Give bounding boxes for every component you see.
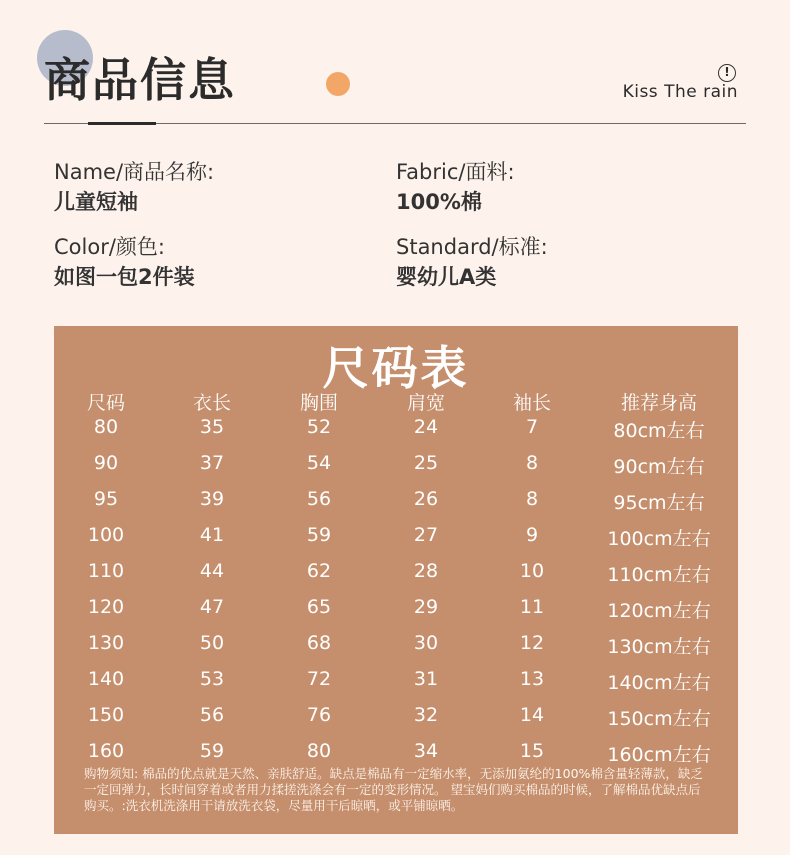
- table-row: [54, 666, 738, 702]
- header-shoulder: 肩宽: [406, 392, 446, 414]
- cell-height: 110cm左右: [607, 564, 711, 586]
- cell-chest: 62: [306, 560, 332, 582]
- standard-value: 婴幼儿A类: [396, 265, 497, 289]
- shopping-note: 购物须知: 棉品的优点就是天然、亲肤舒适。缺点是棉品有一定缩水率，无添加氨纶的100%棉含量轻薄款，缺乏一定回弹力，长时间穿着或者用力揉搓洗涤会有一定的变形情况。 望宝妈们购买棉品的时候，了解棉品优缺点后购买。:洗衣机洗涤用干请放洗衣袋，尽量用干后晾晒，或平铺晾晒。: [84, 766, 703, 813]
- cell-size: 160: [87, 740, 125, 762]
- size-table: [54, 388, 738, 774]
- cell-sleeve: 15: [519, 740, 545, 762]
- cell-shoulder: 31: [413, 668, 439, 690]
- cell-sleeve: 10: [519, 560, 545, 582]
- cell-shoulder: 28: [413, 560, 439, 582]
- header-divider-accent: [88, 122, 156, 125]
- cell-length: 39: [199, 488, 225, 510]
- cell-length: 56: [199, 704, 225, 726]
- cell-chest: 52: [306, 416, 332, 438]
- cell-length: 37: [199, 452, 225, 474]
- cell-sleeve: 14: [519, 704, 545, 726]
- table-row: [54, 630, 738, 666]
- cell-sleeve: 13: [519, 668, 545, 690]
- cell-sleeve: 8: [525, 452, 539, 474]
- size-chart-panel: [54, 326, 738, 834]
- header-chest: 胸围: [299, 392, 339, 414]
- cell-size: 100: [87, 524, 125, 546]
- cell-sleeve: 12: [519, 632, 545, 654]
- cell-chest: 72: [306, 668, 332, 690]
- header-height: 推荐身高: [620, 392, 698, 414]
- cell-shoulder: 26: [413, 488, 439, 510]
- cell-height: 120cm左右: [607, 600, 711, 622]
- cell-length: 35: [199, 416, 225, 438]
- cell-size: 150: [87, 704, 125, 726]
- table-header-row: [54, 388, 738, 414]
- table-row: [54, 414, 738, 450]
- cell-sleeve: 11: [519, 596, 545, 618]
- cell-height: 95cm左右: [613, 492, 705, 514]
- cell-size: 80: [93, 416, 119, 438]
- cell-size: 110: [87, 560, 125, 582]
- fabric-value: 100%棉: [396, 190, 482, 214]
- page-title: 商品信息: [44, 53, 236, 107]
- cell-chest: 80: [306, 740, 332, 762]
- color-value: 如图一包2件装: [54, 265, 195, 289]
- table-row: [54, 522, 738, 558]
- cell-height: 100cm左右: [607, 528, 711, 550]
- cell-height: 160cm左右: [607, 744, 711, 766]
- cell-length: 53: [199, 668, 225, 690]
- name-label: Name/商品名称:: [54, 160, 215, 184]
- cell-shoulder: 30: [413, 632, 439, 654]
- cell-size: 140: [87, 668, 125, 690]
- header-length: 衣长: [192, 392, 232, 414]
- cell-size: 90: [93, 452, 119, 474]
- cell-chest: 56: [306, 488, 332, 510]
- cell-shoulder: 29: [413, 596, 439, 618]
- cell-height: 140cm左右: [607, 672, 711, 694]
- name-value: 儿童短袖: [54, 190, 138, 214]
- table-row: [54, 594, 738, 630]
- size-chart-title: 尺码表: [322, 341, 470, 395]
- cell-height: 130cm左右: [607, 636, 711, 658]
- table-row: [54, 486, 738, 522]
- table-row: [54, 702, 738, 738]
- cell-length: 44: [199, 560, 225, 582]
- info-icon[interactable]: !: [718, 64, 736, 82]
- cell-shoulder: 34: [413, 740, 439, 762]
- cell-shoulder: 27: [413, 524, 439, 546]
- cell-size: 130: [87, 632, 125, 654]
- cell-length: 50: [199, 632, 225, 654]
- brand-name: Kiss The rain: [622, 82, 738, 102]
- cell-height: 90cm左右: [613, 456, 705, 478]
- cell-chest: 76: [306, 704, 332, 726]
- cell-chest: 65: [306, 596, 332, 618]
- cell-sleeve: 9: [525, 524, 539, 546]
- cell-height: 150cm左右: [607, 708, 711, 730]
- cell-length: 47: [199, 596, 225, 618]
- cell-length: 59: [199, 740, 225, 762]
- cell-length: 41: [199, 524, 225, 546]
- cell-chest: 59: [306, 524, 332, 546]
- header-size: 尺码: [86, 392, 126, 414]
- cell-shoulder: 32: [413, 704, 439, 726]
- standard-label: Standard/标准:: [396, 235, 548, 259]
- table-row: [54, 558, 738, 594]
- cell-shoulder: 24: [413, 416, 439, 438]
- decor-dot-orange: [326, 72, 350, 96]
- cell-size: 120: [87, 596, 125, 618]
- cell-chest: 68: [306, 632, 332, 654]
- cell-sleeve: 7: [525, 416, 539, 438]
- cell-shoulder: 25: [413, 452, 439, 474]
- fabric-label: Fabric/面料:: [396, 160, 515, 184]
- cell-size: 95: [93, 488, 119, 510]
- cell-height: 80cm左右: [613, 420, 705, 442]
- cell-chest: 54: [306, 452, 332, 474]
- table-row: [54, 450, 738, 486]
- cell-sleeve: 8: [525, 488, 539, 510]
- header-sleeve: 袖长: [512, 392, 552, 414]
- color-label: Color/颜色:: [54, 235, 165, 259]
